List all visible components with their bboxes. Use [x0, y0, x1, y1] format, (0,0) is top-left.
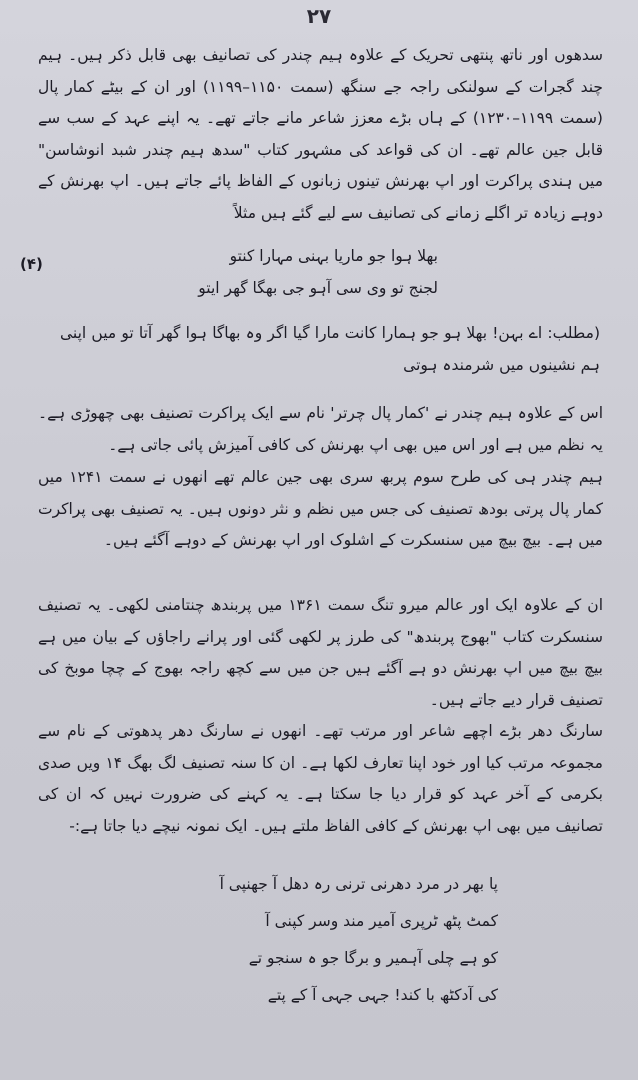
paragraph-merutung: ان کے علاوہ ایک اور عالم میرو تنگ سمت ۱۳۶۱ میں پربندھ چنتامنی لکھی۔ یہ تصنیف سنسکرت کتاب "بھوج پربندھ" کی طرز پر لکھی گئی اور پرانے راجاؤں کے بیان میں ہے بیچ بیچ میں اپ بھرنش دو ہے آگئے ہیں جن میں سے کچھ راجہ بھوج کے چچا موبخ کی تصنیف قرار دیے جاتے ہیں۔	[38, 596, 603, 709]
poem-sample	[138, 866, 498, 1014]
verse-line: لجنج تو وی سی آہو جی بھگا گھر ایتو	[198, 279, 438, 297]
poem-line: کی آدکٹھ با کند! جہی جہی آ کے پتے	[267, 986, 498, 1004]
verse-couplet	[138, 240, 438, 304]
paragraph-kumarpal-charitra: اس کے علاوہ ہیم چندر نے 'کمار پال چرتر' نام سے ایک پراکرت تصنیف بھی چھوڑی ہے۔ یہ نظم میں ہے اور اس میں بھی اپ بھرنش کی کافی آمیزش پائی جاتی ہے۔	[38, 404, 603, 454]
page-number: ۲۷	[306, 4, 332, 28]
poem-line: کو ہے چلی آہمیر و برگا جو ہ سنجو تے	[248, 949, 498, 967]
verse-meaning: (مطلب: اے بہن! بھلا ہو جو ہمارا کانت مارا گیا اگر وہ بھاگا ہوا گھر آتا تو میں اپنی ہم نشینوں میں شرمندہ ہوتی	[60, 324, 600, 374]
verse-number: (۴)	[20, 255, 43, 273]
verse-line: بھلا ہوا جو ماریا بہنی مہارا کنتو	[229, 247, 438, 265]
poem-line: پا بھر در مرد دھرنی ترنی رہ دھل آ جھنپی آ	[219, 875, 498, 893]
paragraph-sarangdhar: سارنگ دھر بڑے اچھے شاعر اور مرتب تھے۔ انھوں نے سارنگ دھر پدھوتی کے نام سے مجموعہ مرتب کیا اور خود اپنا تعارف لکھا ہے۔ ان کا سنہ تصنیف لگ بھگ ۱۴ ویں صدی بکرمی کے آخر عہد کو قرار دیا جا سکتا ہے۔ یہ کہنے کی ضرورت نہیں کہ ان کی تصانیف میں بھی اپ بھرنش کے کافی الفاظ ملتے ہیں۔ ایک نمونہ نیچے دیا جاتا ہے:-	[38, 722, 603, 835]
poem-line: کمٹ پٹھ ٹرپری آمیر مند وسر کپنی آ	[265, 912, 498, 930]
paragraph-hemchandra-intro: سدھوں اور ناتھ پنتھی تحریک کے علاوہ ہیم چندر کی تصانیف بھی قابل ذکر ہیں۔ ہیم چند گجرات کے سولنکی راجہ جے سنگھ (سمت ۱۱۵۰–۱۱۹۹) اور ان کے بیٹے کمار پال (سمت ۱۱۹۹–۱۲۳۰) کے ہاں بڑے معزز شاعر مانے جاتے تھے۔ یہ اپنے عہد کے سب سے قابل جین عالم تھے۔ ان کی قواعد کی مشہور کتاب "سدھ ہیم چندر شبد انوشاسن" میں ہندی پراکرت اور اپ بھرنش تینوں زبانوں کے الفاظ پائے جاتے ہیں۔ اپ بھرنش کے دوہے زیادہ تر اگلے زمانے کی تصانیف سے لیے گئے ہیں مثلاً	[38, 46, 603, 222]
paragraph-somprabh: ہیم چندر ہی کی طرح سوم پربھ سری بھی جین عالم تھے انھوں نے سمت ۱۲۴۱ میں کمار پال پرتی بودھ تصنیف کی جس میں نظم و نثر دونوں ہیں۔ یہ تصنیف بھی پراکرت میں ہے۔ بیچ بیچ میں سنسکرت کے اشلوک اور اپ بھرنش کے دوہے آگئے ہیں۔	[38, 468, 603, 549]
